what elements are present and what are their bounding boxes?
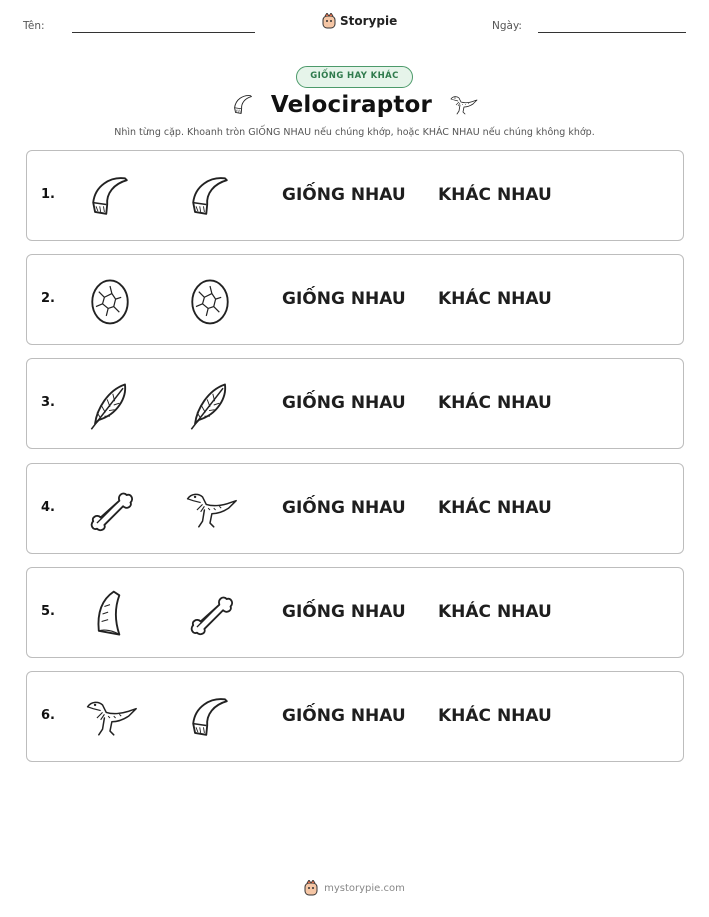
- instructions: Nhìn từng cặp. Khoanh tròn GIỐNG NHAU nếu chúng khớp, hoặc KHÁC NHAU nếu chúng không khớp.: [114, 127, 595, 138]
- different-option[interactable]: KHÁC NHAU: [438, 498, 552, 518]
- date-label: Ngày:: [492, 20, 522, 32]
- storypie-mascot-icon: [322, 13, 336, 29]
- storypie-mascot-icon: [304, 880, 318, 896]
- egg-icon: [82, 273, 138, 329]
- feather-icon: [82, 377, 138, 433]
- question-row: [26, 150, 684, 241]
- question-number: 5.: [41, 604, 55, 619]
- bone-icon: [182, 586, 238, 642]
- question-row: [26, 567, 684, 658]
- activity-badge: GIỐNG HAY KHÁC: [296, 66, 413, 88]
- name-label: Tên:: [23, 20, 45, 32]
- feather-icon: [182, 377, 238, 433]
- footer: [0, 880, 709, 896]
- bone-icon: [82, 482, 138, 538]
- name-line[interactable]: [72, 32, 255, 33]
- raptor-icon: [446, 90, 480, 120]
- same-option[interactable]: GIỐNG NHAU: [282, 393, 406, 413]
- same-option[interactable]: GIỐNG NHAU: [282, 185, 406, 205]
- question-number: 3.: [41, 395, 55, 410]
- same-option[interactable]: GIỐNG NHAU: [282, 289, 406, 309]
- question-row: [26, 358, 684, 449]
- raptor-icon: [82, 690, 138, 746]
- different-option[interactable]: KHÁC NHAU: [438, 602, 552, 622]
- question-number: 4.: [41, 500, 55, 515]
- brand-name: Storypie: [340, 14, 398, 28]
- different-option[interactable]: KHÁC NHAU: [438, 289, 552, 309]
- date-line[interactable]: [538, 32, 686, 33]
- same-option[interactable]: GIỐNG NHAU: [282, 706, 406, 726]
- different-option[interactable]: KHÁC NHAU: [438, 185, 552, 205]
- claw-icon: [182, 690, 238, 746]
- claw-icon: [229, 91, 257, 119]
- brand-logo: [322, 13, 397, 29]
- different-option[interactable]: KHÁC NHAU: [438, 706, 552, 726]
- page-title: Velociraptor: [270, 92, 433, 118]
- claw-icon: [182, 169, 238, 225]
- question-number: 2.: [41, 291, 55, 306]
- claw-icon: [82, 169, 138, 225]
- question-row: [26, 671, 684, 762]
- different-option[interactable]: KHÁC NHAU: [438, 393, 552, 413]
- tooth-icon: [82, 586, 138, 642]
- question-row: [26, 254, 684, 345]
- egg-icon: [182, 273, 238, 329]
- title-row: [0, 90, 709, 120]
- question-row: [26, 463, 684, 554]
- footer-url: mystorypie.com: [324, 882, 405, 894]
- question-number: 1.: [41, 187, 55, 202]
- same-option[interactable]: GIỐNG NHAU: [282, 498, 406, 518]
- raptor-icon: [182, 482, 238, 538]
- same-option[interactable]: GIỐNG NHAU: [282, 602, 406, 622]
- question-number: 6.: [41, 708, 55, 723]
